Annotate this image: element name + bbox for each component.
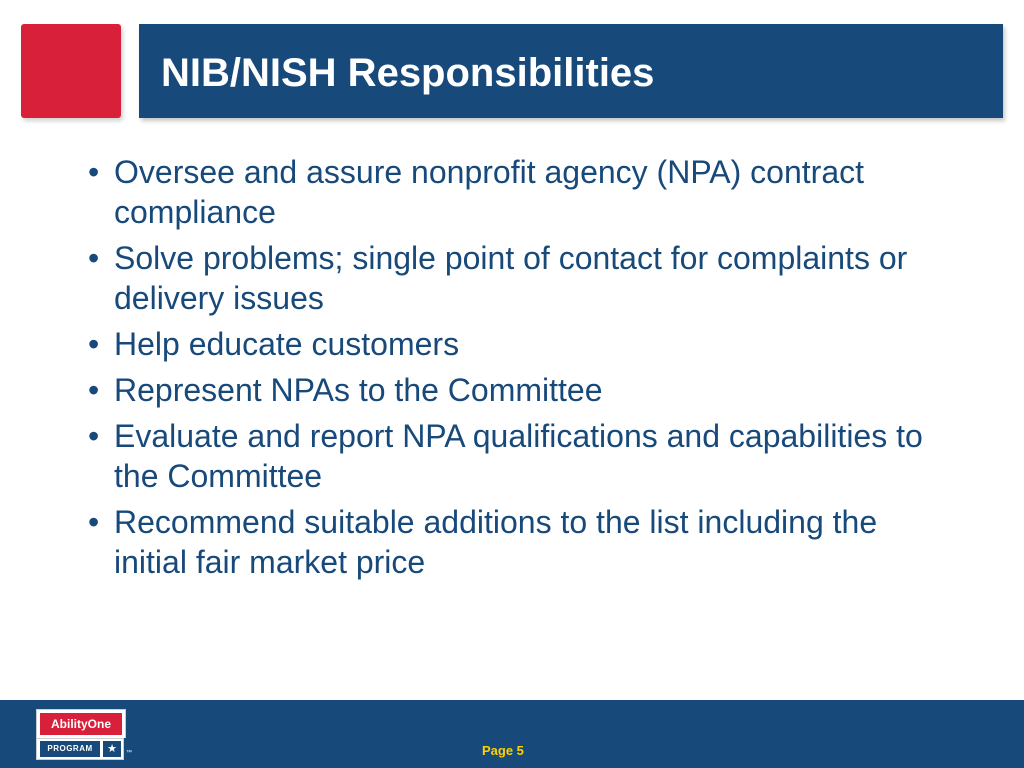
- bullet-text: Represent NPAs to the Committee: [114, 372, 603, 408]
- trademark-mark: ™: [126, 750, 132, 756]
- bullet-marker: •: [88, 326, 100, 362]
- logo-program-box: [36, 738, 124, 760]
- title-bar: [139, 24, 1003, 118]
- logo-program-label: PROGRAM: [40, 741, 100, 757]
- star-icon: ★: [103, 741, 121, 757]
- header-accent-block: [21, 24, 121, 118]
- bullet-text: Help educate customers: [114, 326, 460, 362]
- bullet-marker: •: [88, 504, 100, 540]
- page-number: Page 5: [482, 743, 524, 758]
- bullet-marker: •: [88, 372, 100, 408]
- bullet-item: [88, 152, 948, 232]
- logo-wordmark: AbilityOne: [40, 713, 122, 735]
- footer-bar: [0, 700, 1024, 768]
- bullet-marker: •: [88, 154, 100, 190]
- bullet-text: Oversee and assure nonprofit agency (NPA) contract compliance: [114, 154, 864, 230]
- bullet-item: [88, 238, 948, 318]
- bullet-item: [88, 502, 948, 582]
- bullet-item: [88, 416, 948, 496]
- bullet-text: Evaluate and report NPA qualifications and capabilities to the Committee: [114, 418, 923, 494]
- bullet-text: Recommend suitable additions to the list including the initial fair market price: [114, 504, 878, 580]
- bullet-marker: •: [88, 418, 100, 454]
- abilityone-logo: [36, 709, 132, 761]
- bullet-marker: •: [88, 240, 100, 276]
- bullet-list: [88, 152, 948, 588]
- bullet-text: Solve problems; single point of contact for complaints or delivery issues: [114, 240, 908, 316]
- bullet-item: [88, 324, 948, 364]
- bullet-item: [88, 370, 948, 410]
- logo-wordmark-box: [36, 709, 126, 738]
- slide-title: NIB/NISH Responsibilities: [161, 51, 655, 95]
